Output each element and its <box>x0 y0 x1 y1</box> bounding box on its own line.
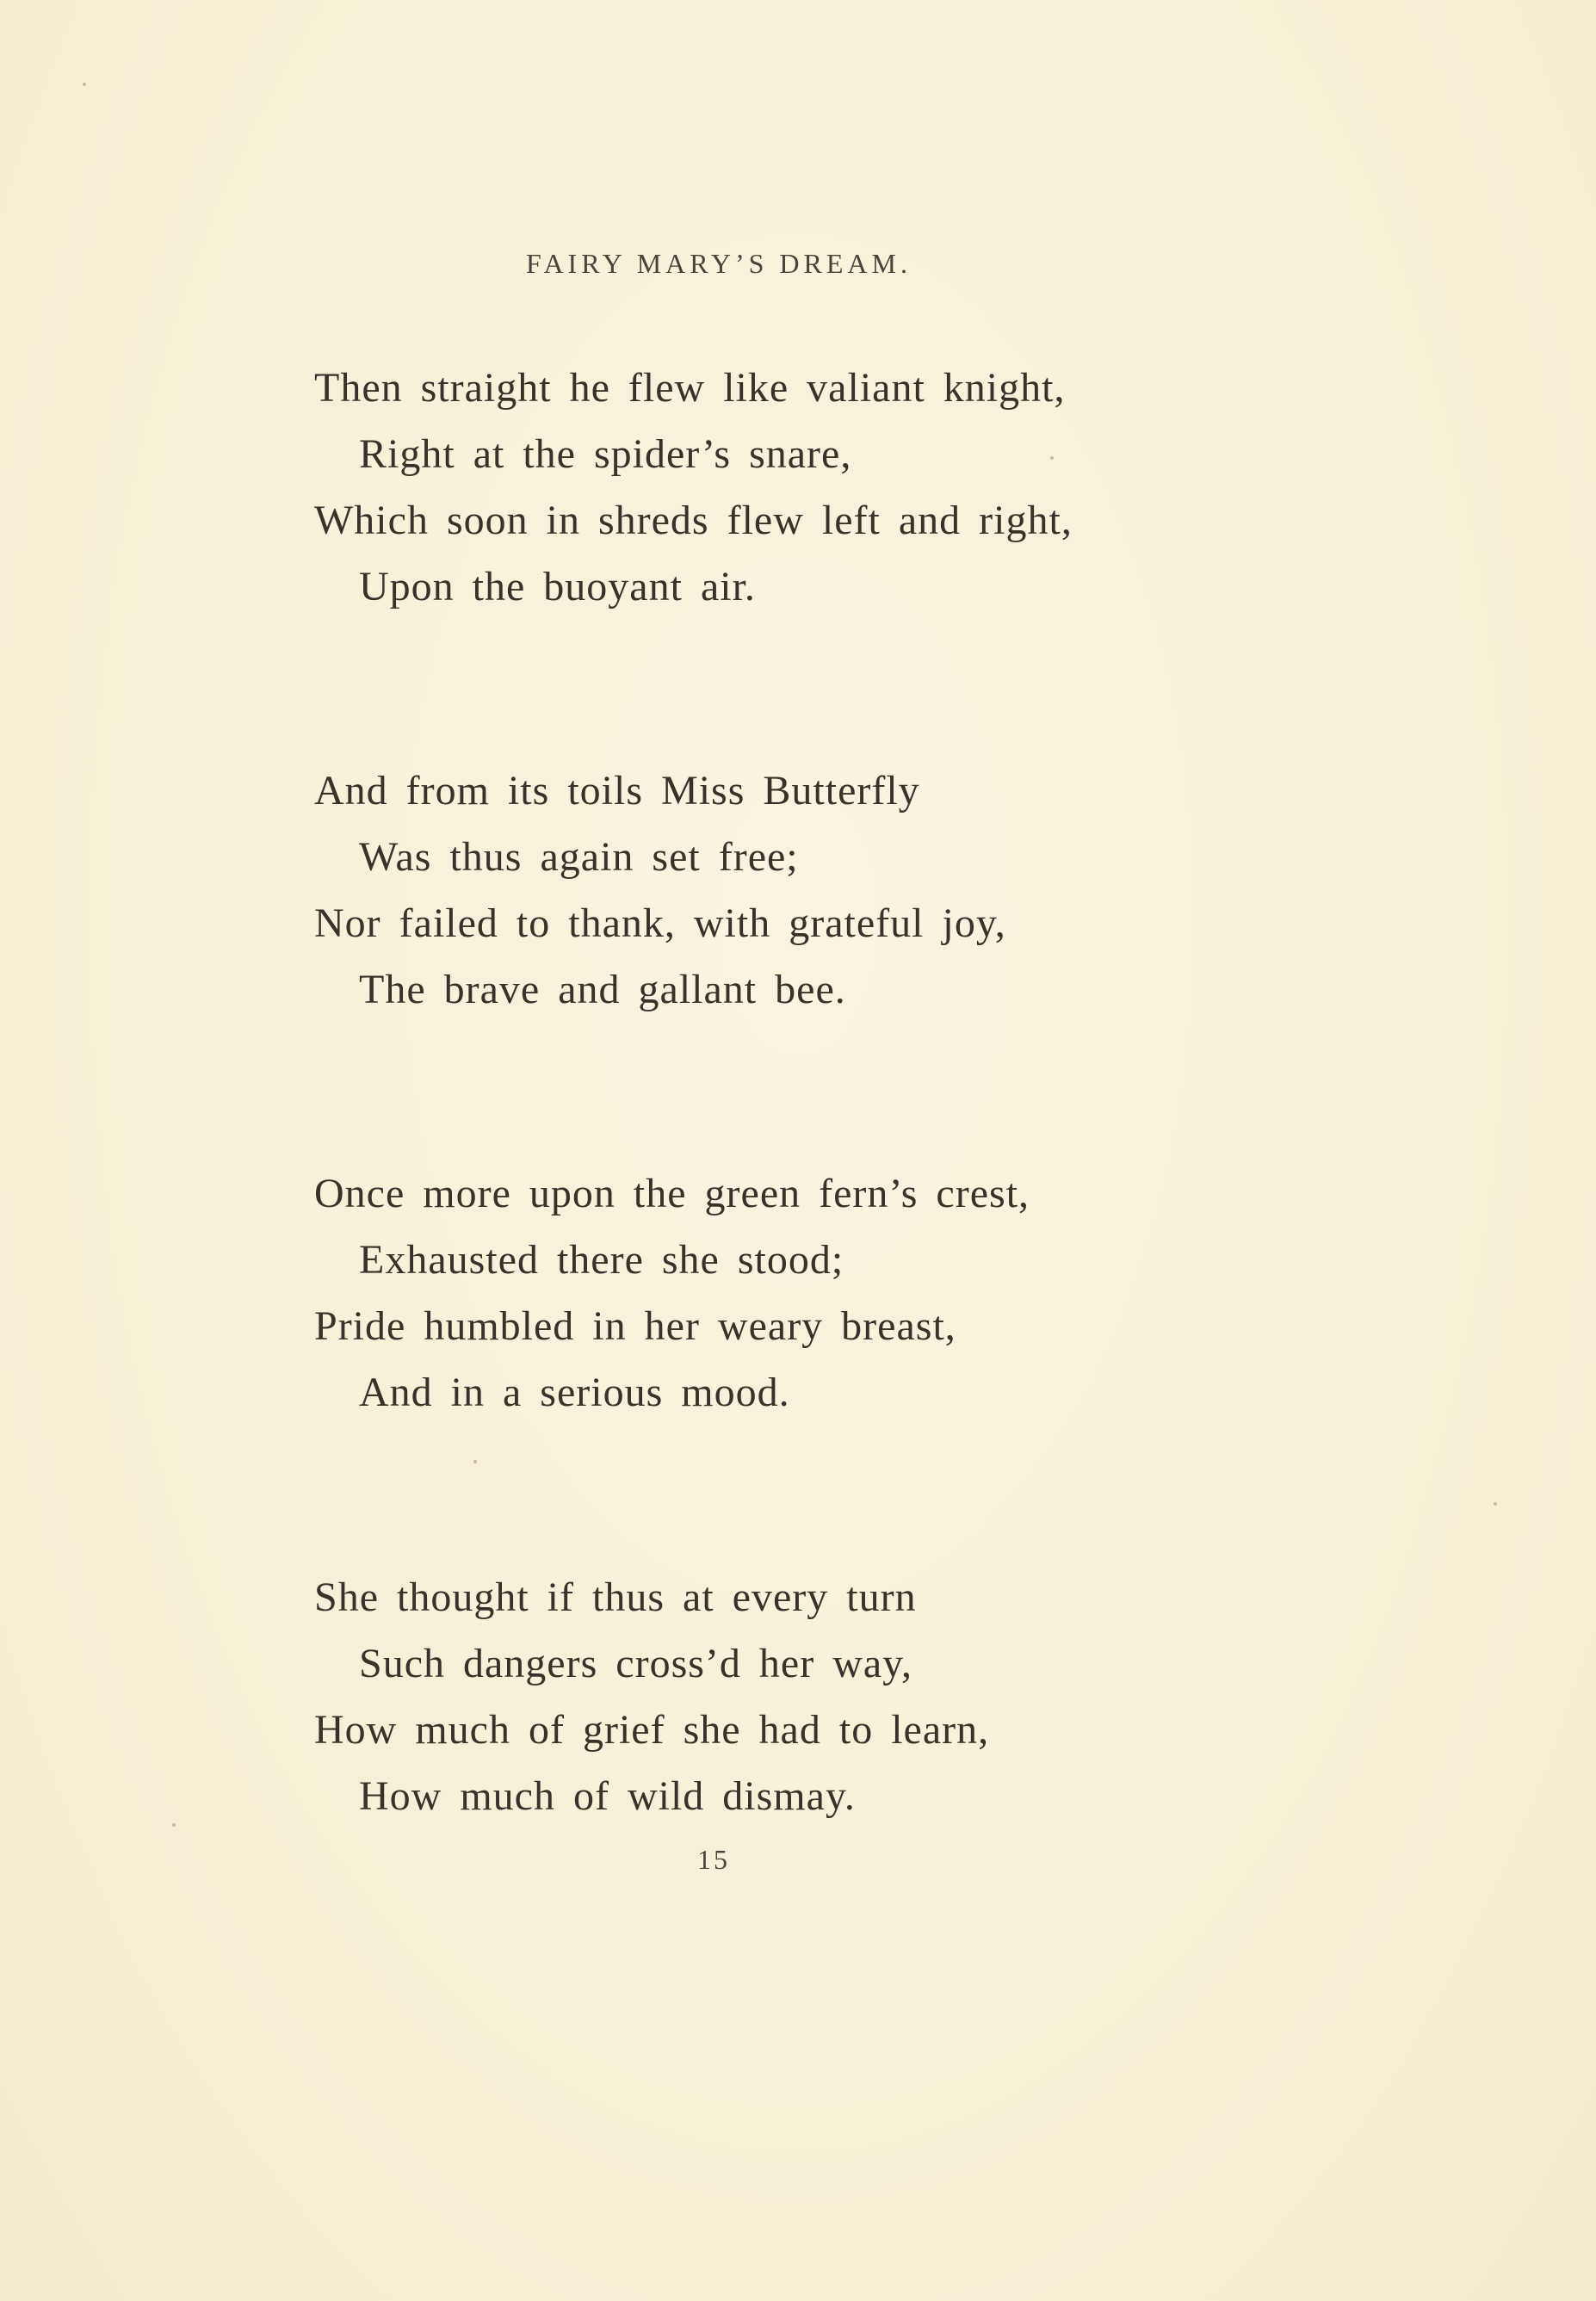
page-number: 15 <box>697 1844 730 1875</box>
poem-line: Upon the buoyant air. <box>359 564 756 609</box>
poem-line: Was thus again set free; <box>359 834 799 880</box>
poem-line: Which soon in shreds flew left and right, <box>314 498 1073 543</box>
paper-speck <box>1050 456 1054 460</box>
paper-speck <box>172 1823 176 1827</box>
poem-line: Pride humbled in her weary breast, <box>314 1303 956 1349</box>
poem-line: How much of grief she had to learn, <box>314 1707 990 1753</box>
poem-line: The brave and gallant bee. <box>359 967 846 1012</box>
poem-line: Exhausted there she stood; <box>359 1237 844 1283</box>
paper-speck <box>1494 1502 1497 1506</box>
poem-line: And in a serious mood. <box>359 1370 790 1415</box>
poem-line: And from its toils Miss Butterfly <box>314 768 920 813</box>
paper-speck <box>473 1460 477 1463</box>
poem-line: Once more upon the green fern’s crest, <box>314 1171 1030 1216</box>
running-title: FAIRY MARY’S DREAM. <box>526 248 912 279</box>
poem-line: She thought if thus at every turn <box>314 1574 917 1620</box>
paper-speck <box>83 83 86 86</box>
poem-line: Right at the spider’s snare, <box>359 431 852 477</box>
poem-line: Then straight he flew like valiant knight, <box>314 365 1066 411</box>
poem-line: Nor failed to thank, with grateful joy, <box>314 900 1006 946</box>
poem-line: How much of wild dismay. <box>359 1773 856 1819</box>
poem-line: Such dangers cross’d her way, <box>359 1641 913 1686</box>
